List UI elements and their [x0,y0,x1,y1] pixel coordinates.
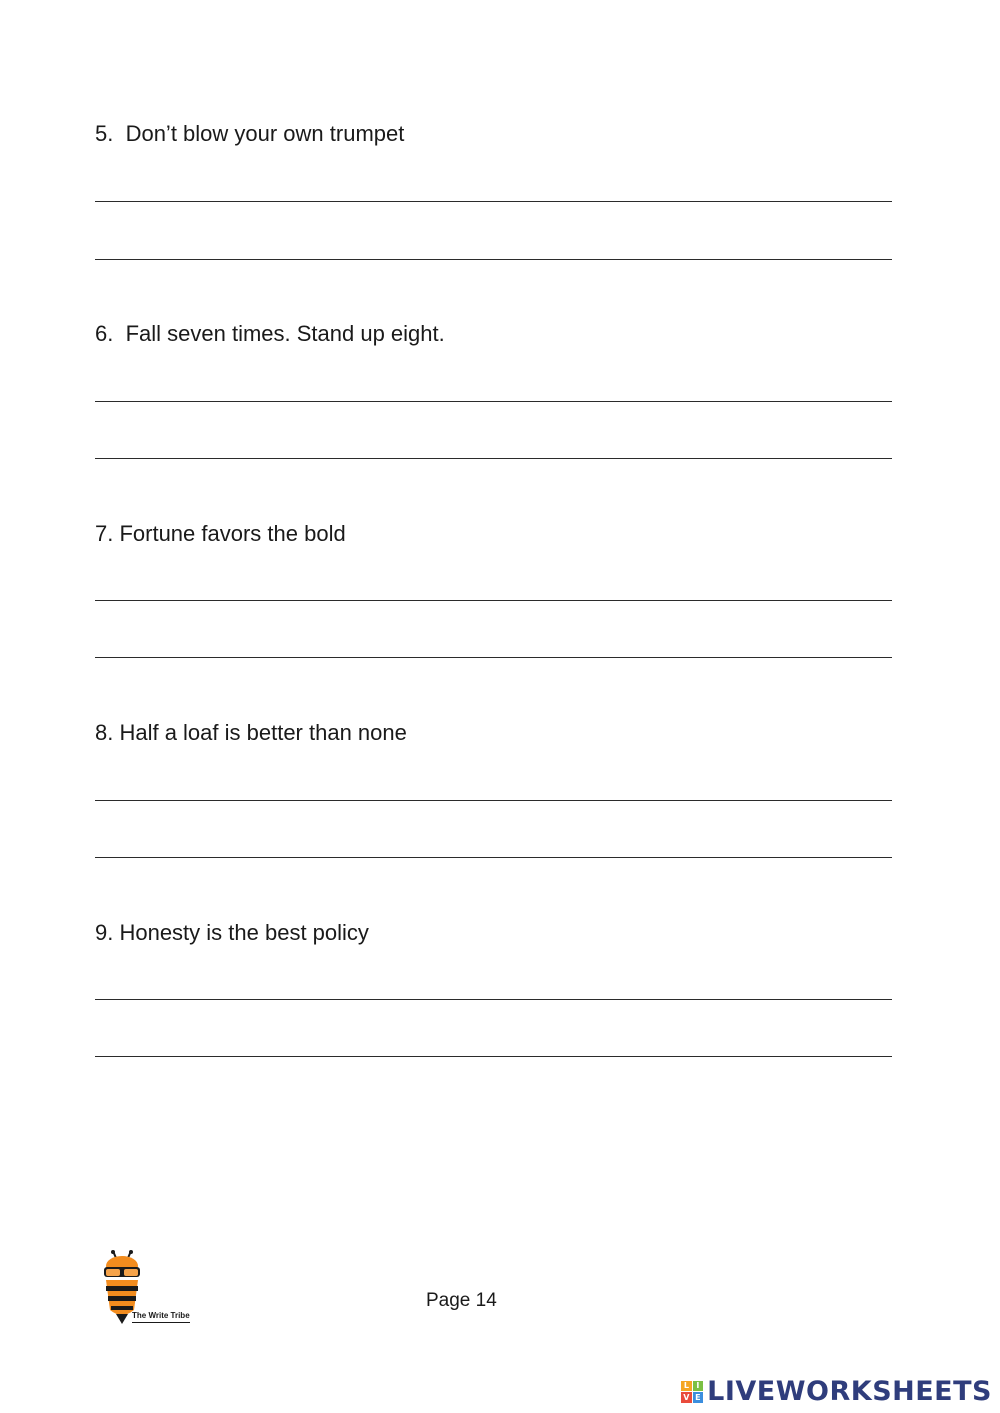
logo-text: The Write Tribe [132,1311,190,1323]
logo-tile: E [693,1392,704,1403]
question-7: 7. Fortune favors the bold [95,521,346,546]
answer-line[interactable] [95,999,892,1000]
logo-tile: V [681,1392,692,1403]
logo-tile: L [681,1381,692,1392]
answer-line[interactable] [95,800,892,801]
liveworksheets-brand[interactable] [681,1376,992,1407]
answer-line[interactable] [95,201,892,202]
brand-name: LIVEWORKSHEETS [707,1376,992,1407]
question-8: 8. Half a loaf is better than none [95,720,407,745]
question-5: 5. Don’t blow your own trumpet [95,121,405,146]
answer-line[interactable] [95,857,892,858]
answer-line[interactable] [95,657,892,658]
answer-line[interactable] [95,1056,892,1057]
write-tribe-logo [96,1250,206,1330]
liveworksheets-logo-icon [681,1381,703,1403]
answer-line[interactable] [95,458,892,459]
question-9: 9. Honesty is the best policy [95,920,369,945]
answer-line[interactable] [95,401,892,402]
logo-tile: I [693,1381,704,1392]
page-number: Page 14 [426,1290,497,1311]
question-6: 6. Fall seven times. Stand up eight. [95,321,445,346]
answer-line[interactable] [95,259,892,260]
answer-line[interactable] [95,600,892,601]
